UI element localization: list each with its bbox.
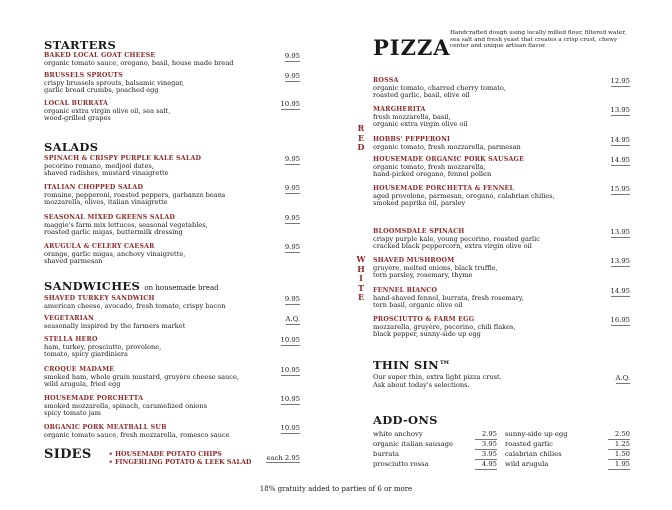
menu-item-description: maggie's farm mix lettuces, seasonal vegetables, roasted garlic migas, buttermilk dressing [44,220,208,237]
menu-item [44,424,300,439]
addon-row [505,430,630,440]
menu-item-name: HOUSEMADE PORCHETTA [44,395,144,402]
menu-item-description: fresh mozzarella, basil, organic extra virgin olive oil [373,112,468,129]
menu-item-price: 14.95 [610,287,630,295]
menu-item-name: BAKED LOCAL GOAT CHEESE [44,52,156,59]
thin-sin-heading: THIN SIN™ [373,358,451,372]
menu-item-price: 9.95 [284,72,300,80]
menu-item-name: CROQUE MADAME [44,366,115,373]
side-item: • HOUSEMADE POTATO CHIPS [108,450,222,458]
addon-row [373,430,505,440]
menu-item-price: 10.95 [280,366,300,374]
menu-item [373,257,630,280]
menu-item-description: organic tomato sauce, oregano, basil, house made bread [44,58,234,67]
addon-price: 4.95 [475,460,497,470]
menu-item-name: MARGHERITA [373,106,426,113]
menu-item-description: pecorino romano, medjool dates, shaved radishes, mustard vinaigrette [44,161,169,178]
menu-item [373,316,630,339]
menu-item-price: 9.95 [284,295,300,303]
pizza-heading: PIZZA [373,35,451,60]
menu-item-price: 13.95 [610,228,630,236]
addon-price: 3.95 [475,440,497,450]
menu-item-description: romaine, pepperoni, roasted peppers, garbanzo beans mozzarella, olives, italian vinaigrette [44,190,226,207]
thin-sin-description: Our super thin, extra light pizza crust. Ask about today's selections. [373,373,502,389]
menu-item-name: SHAVED TURKEY SANDWICH [44,295,155,302]
menu-item-description: ham, turkey, prosciutto, provolone, tomato, spicy giardiniera [44,342,162,359]
menu-item [44,395,300,418]
addon-name: calabrian chilies [505,450,562,458]
menu-item-name: SEASONAL MIXED GREENS SALAD [44,214,176,221]
menu-item-price: 10.95 [280,395,300,403]
addon-name: organic italian sausage [373,440,453,448]
menu-item-description: american cheese, avocado, fresh tomato, crispy bacon [44,301,226,310]
menu-item-price: 10.95 [280,424,300,432]
gratuity-note: 18% gratuity added to parties of 6 or more [259,485,413,493]
pizza-intro: Handcrafted dough using locally milled flour, filtered water, sea salt and fresh yeast that creates a crisp crust, chewy center and unique artisan flavor. [450,30,627,50]
menu-item-name: HOBBS' PEPPERONI [373,136,451,143]
addon-name: roasted garlic [505,440,553,448]
menu-item-name: ROSSA [373,77,399,84]
sides-list [109,450,252,466]
menu-item [373,156,630,179]
menu-item-description: organic tomato, charred cherry tomato, roasted garlic, basil, olive oil [373,83,506,100]
menu-item-name: FENNEL BIANCO [373,287,438,294]
menu-item [44,243,300,266]
menu-item-name: PROSCIUTTO & FARM EGG [373,316,475,323]
menu-item [44,366,300,389]
addon-row [505,440,630,450]
menu-item-price: A.Q. [285,315,300,323]
red-label [356,124,366,153]
addons-left-column [373,430,505,470]
menu-item-price: 9.95 [284,155,300,163]
menu-item-price: 9.95 [284,52,300,60]
menu-item-price: 10.95 [280,336,300,344]
menu-item [373,106,630,129]
addon-row [373,450,505,460]
addon-row [505,450,630,460]
salads-heading: SALADS [44,140,99,154]
menu-item [44,52,300,67]
sides-price: each 2.95 [266,454,300,462]
menu-item-name: ARUGULA & CELERY CAESAR [44,243,155,250]
addon-name: burrata [373,450,400,458]
menu-item-price: 13.95 [610,106,630,114]
menu-item-name: HOUSEMADE PORCHETTA & FENNEL [373,185,515,192]
sandwiches-title: SANDWICHES [44,279,141,293]
thin-sin-item [373,374,630,389]
menu-item-description: organic tomato sauce, fresh mozzarella, romesco sauce [44,430,230,439]
menu-item-name: STELLA HERO [44,336,98,343]
sides-section [44,448,300,467]
menu-item [44,295,300,310]
menu-item-description: smoked mozzarella, spinach, caramelized onions spicy tomato jam [44,401,208,418]
starters-heading: STARTERS [44,38,117,52]
menu-item [373,185,630,208]
menu-item [44,336,300,359]
menu-item-name: SHAVED MUSHROOM [373,257,455,264]
menu-item-price: 16.95 [610,316,630,324]
menu-item-description: mozzarella, gruyère, pecorino, chili flakes, black pepper, sunny-side up egg [373,322,516,339]
left-column [44,0,300,510]
menu-item [44,214,300,237]
menu-item-name: SPINACH & CRISPY PURPLE KALE SALAD [44,155,202,162]
menu-item-price: 12.95 [610,77,630,85]
menu-item-description: hand-shaved fennel, burrata, fresh rosemary, torn basil, organic olive oil [373,293,524,310]
menu-item-name: BRUSSELS SPROUTS [44,72,123,79]
sandwiches-subtitle: on housemade bread [144,284,219,292]
menu-item [44,100,300,123]
addon-price: 1.95 [608,460,630,470]
menu-item-description: gruyère, melted onions, black truffle, torn parsley, rosemary, thyme [373,263,498,280]
menu-item-name: BLOOMSDALE SPINACH [373,228,465,235]
menu-item-description: orange, garlic migas, anchovy vinaigrette, shaved parmesan [44,249,186,266]
addon-name: sunny-side up egg [505,430,568,438]
white-label-letter: W [356,254,366,264]
addon-price: 2.50 [608,430,630,440]
menu-item [373,77,630,100]
menu-item-name: ITALIAN CHOPPED SALAD [44,184,144,191]
menu-item-name: LOCAL BURRATA [44,100,109,107]
menu-item-description: crispy brussels sprouts, balsamic vinegar, garlic bread crumbs, poached egg [44,78,184,95]
white-label-letter: E [357,292,365,303]
menu-item-price: 15.95 [610,185,630,193]
menu-item-name: ORGANIC PORK MEATBALL SUB [44,424,167,431]
addon-price: 3.95 [475,450,497,460]
red-label-letter: E [357,132,365,143]
addon-row [373,460,505,470]
addon-name: prosciutto rossa [373,460,429,468]
menu-item-description: seasonally inspired by the farmers market [44,321,186,330]
addon-price: 1.25 [608,440,630,450]
menu-item [44,315,300,330]
menu-item-description: smoked ham, whole grain mustard, gruyère cheese sauce, wild arugula, fried egg [44,372,239,389]
addon-name: wild arugula [505,460,549,468]
white-label [356,255,366,303]
red-label-letter: D [357,142,365,153]
menu-item-description: aged provolone, parmesan, oregano, calabrian chilies, smoked paprika oil, parsley [373,191,555,208]
addon-price: 2.95 [475,430,497,440]
menu-item-description: organic tomato, fresh mozzarella, hand-picked oregano, fennel pollen [373,162,492,179]
menu-item-name: HOUSEMADE ORGANIC PORK SAUSAGE [373,156,525,163]
addon-row [505,460,630,470]
addon-name: white anchovy [373,430,423,438]
addons-grid [373,430,630,470]
menu-item [44,184,300,207]
menu-item [373,228,630,251]
menu-item-description: organic extra virgin olive oil, sea salt, wood-grilled grapes [44,106,171,123]
thin-sin-price: A.Q. [615,374,630,382]
menu-item-price: 10.95 [280,100,300,108]
menu-item-name: VEGETARIAN [44,315,94,322]
menu-item-price: 13.95 [610,257,630,265]
menu-item-description: organic tomato, fresh mozzarella, parmesan [373,142,521,151]
menu-item-description: crispy purple kale, young pecorino, roasted garlic cracked black peppercorn, extra virgin olive oil [373,234,540,251]
menu-item-price: 9.95 [284,214,300,222]
addon-price: 1.50 [608,450,630,460]
menu-item-price: 9.95 [284,184,300,192]
menu-item-price: 14.95 [610,136,630,144]
menu-item [44,72,300,95]
menu-item [44,155,300,178]
menu-item [373,136,630,151]
sides-heading: SIDES [44,447,92,462]
white-label-letter: I [359,273,363,284]
addons-right-column [505,430,630,470]
addon-row [373,440,505,450]
menu-item-price: 9.95 [284,243,300,251]
addons-heading: ADD-ONS [373,413,438,427]
sandwiches-heading [44,279,219,295]
red-label-letter: R [357,123,365,133]
menu-item-price: 14.95 [610,156,630,164]
side-item: • FINGERLING POTATO & LEEK SALAD [108,458,252,466]
menu-item [373,287,630,310]
white-label-letter: H [357,263,365,274]
white-label-letter: T [358,282,364,293]
